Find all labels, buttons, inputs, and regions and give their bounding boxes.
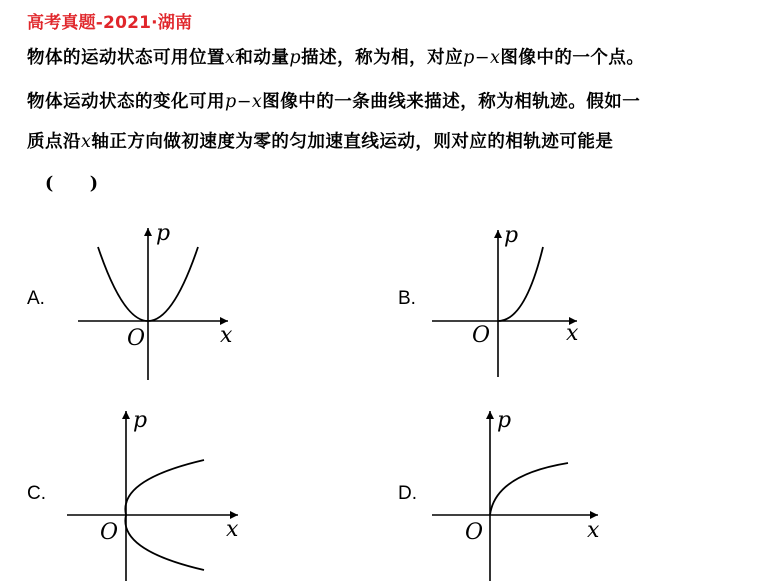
y-axis-label: p	[156, 221, 171, 246]
question-line-3: 质点沿x轴正方向做初速度为零的匀加速直线运动，则对应的相轨迹可能是	[27, 132, 614, 152]
answer-blank: ( )	[45, 174, 99, 194]
x-axis-label: x	[226, 517, 239, 542]
y-axis-arrow	[122, 411, 130, 419]
x-axis-label: x	[587, 518, 600, 543]
option-a-label[interactable]: A.	[27, 288, 45, 309]
y-axis-label: p	[504, 223, 519, 248]
option-c-label[interactable]: C.	[27, 483, 46, 504]
y-axis-label: p	[497, 408, 512, 433]
y-axis-arrow	[486, 411, 494, 419]
option-a-graph[interactable]	[70, 220, 250, 385]
y-axis-arrow	[144, 228, 152, 236]
curve	[498, 247, 543, 321]
origin-label: O	[127, 326, 146, 351]
origin-label: O	[472, 323, 491, 348]
option-b-graph[interactable]	[430, 220, 610, 385]
x-axis-label: x	[566, 321, 579, 346]
x-axis-label: x	[220, 323, 233, 348]
header-title: 高考真题-2021·湖南	[27, 13, 193, 33]
curve	[490, 463, 568, 515]
option-c-graph[interactable]	[62, 405, 242, 586]
option-d-label[interactable]: D.	[398, 483, 417, 504]
option-b-label[interactable]: B.	[398, 288, 416, 309]
origin-label: O	[465, 520, 484, 545]
question-line-2: 物体运动状态的变化可用p−x图像中的一条曲线来描述，称为相轨迹。假如一	[27, 92, 641, 112]
origin-label: O	[100, 520, 119, 545]
y-axis-label: p	[133, 408, 148, 433]
option-d-graph[interactable]	[430, 405, 610, 586]
question-line-1: 物体的运动状态可用位置x和动量p描述，称为相，对应p−x图像中的一个点。	[27, 48, 645, 68]
y-axis-arrow	[494, 230, 502, 238]
